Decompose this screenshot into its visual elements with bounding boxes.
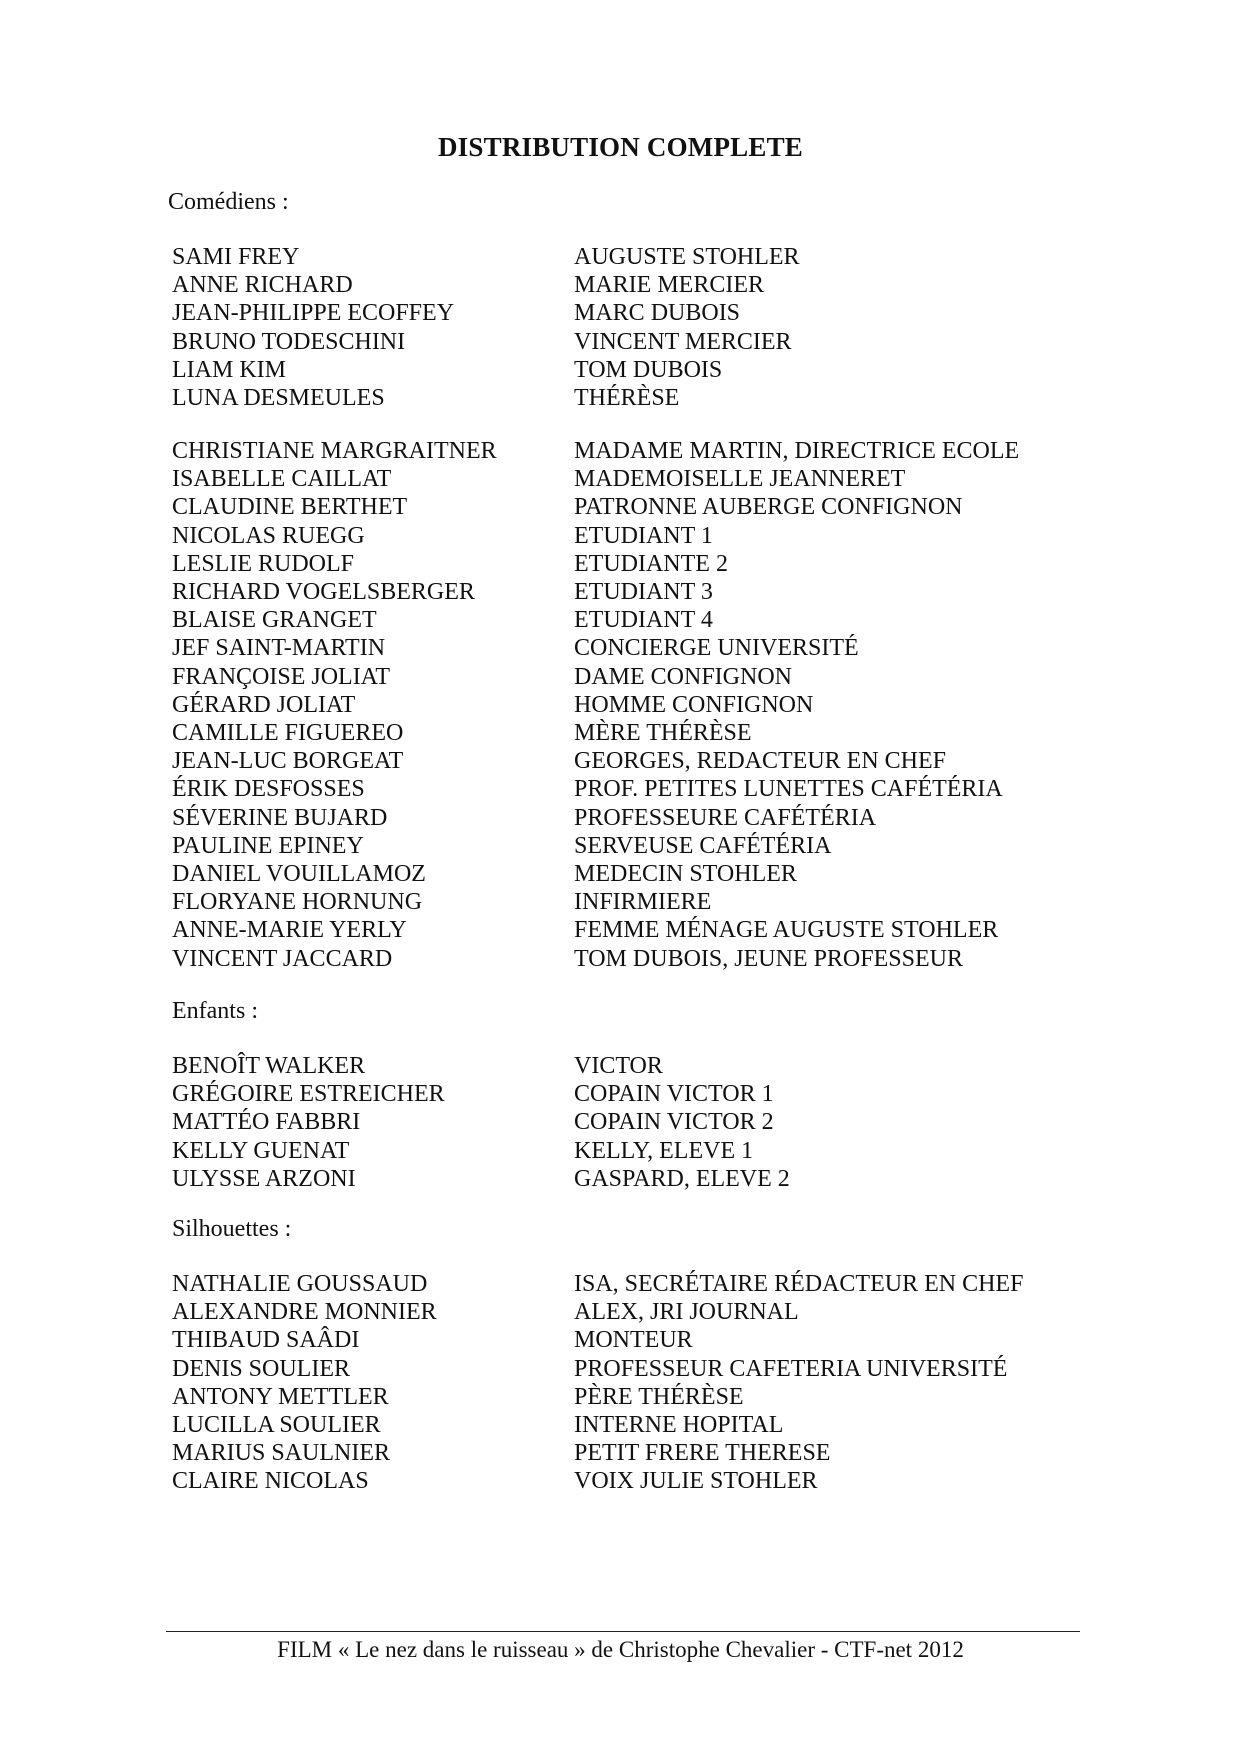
actor-name: JEAN-PHILIPPE ECOFFEY [172, 300, 455, 327]
role-name: MÈRE THÉRÈSE [574, 720, 752, 747]
role-name: DAME CONFIGNON [574, 663, 793, 690]
actor-name: SÉVERINE BUJARD [172, 804, 388, 831]
actor-name: GRÉGOIRE ESTREICHER [172, 1081, 445, 1108]
role-name: KELLY, ELEVE 1 [574, 1137, 754, 1164]
role-name: MADEMOISELLE JEANNERET [574, 466, 906, 493]
cast-row [172, 384, 1122, 412]
cast-list-children [172, 1052, 1122, 1193]
actor-name: RICHARD VOGELSBERGER [172, 579, 475, 606]
role-name: PETIT FRERE THERESE [574, 1440, 831, 1467]
cast-row [172, 606, 1122, 634]
role-name: TOM DUBOIS, JEUNE PROFESSEUR [574, 945, 963, 972]
actor-name: MARIUS SAULNIER [172, 1440, 391, 1467]
cast-row [172, 888, 1122, 916]
cast-row [172, 804, 1122, 832]
cast-row [172, 860, 1122, 888]
section-label-silhouettes: Silhouettes : [172, 1216, 292, 1242]
cast-row [172, 550, 1122, 578]
actor-name: BENOÎT WALKER [172, 1053, 366, 1079]
cast-row [172, 916, 1122, 944]
role-name: GEORGES, REDACTEUR EN CHEF [574, 748, 947, 775]
footer-text: FILM « Le nez dans le ruisseau » de Christophe Chevalier - CTF-net 2012 [277, 1637, 964, 1662]
actor-name: ALEXANDRE MONNIER [172, 1299, 437, 1326]
role-name: VICTOR [574, 1053, 663, 1079]
cast-list-supporting [172, 437, 1122, 973]
cast-row [172, 945, 1122, 973]
actor-name: LUNA DESMEULES [172, 385, 385, 412]
actor-name: ISABELLE CAILLAT [172, 466, 392, 493]
cast-row [172, 1108, 1122, 1136]
cast-row [172, 832, 1122, 860]
role-name: MARIE MERCIER [574, 272, 765, 299]
cast-row [172, 493, 1122, 521]
role-name: THÉRÈSE [574, 385, 680, 412]
role-name: MARC DUBOIS [574, 300, 741, 327]
cast-row [172, 1080, 1122, 1108]
actor-name: ANNE RICHARD [172, 272, 353, 299]
cast-row [172, 775, 1122, 803]
cast-row [172, 634, 1122, 662]
cast-row [172, 1439, 1122, 1467]
actor-name: FRANÇOISE JOLIAT [172, 663, 391, 690]
actor-name: THIBAUD SAÂDI [172, 1327, 360, 1354]
page-title: DISTRIBUTION COMPLETE [437, 132, 804, 162]
cast-row [172, 243, 1122, 271]
actor-name: NATHALIE GOUSSAUD [172, 1271, 428, 1297]
role-name: PROF. PETITES LUNETTES CAFÉTÉRIA [574, 776, 1003, 803]
role-name: ISA, SECRÉTAIRE RÉDACTEUR EN CHEF [574, 1271, 1024, 1297]
actor-name: BRUNO TODESCHINI [172, 328, 406, 355]
actor-name: FLORYANE HORNUNG [172, 889, 423, 916]
role-name: MONTEUR [574, 1327, 693, 1354]
cast-row [172, 437, 1122, 465]
actor-name: PAULINE EPINEY [172, 832, 364, 859]
actor-name: DANIEL VOUILLAMOZ [172, 861, 426, 888]
role-name: MADAME MARTIN, DIRECTRICE ECOLE [574, 438, 1020, 464]
cast-row [172, 1052, 1122, 1080]
cast-row [172, 1467, 1122, 1495]
cast-row [172, 578, 1122, 606]
actor-name: CAMILLE FIGUEREO [172, 720, 404, 747]
actor-name: VINCENT JACCARD [172, 945, 393, 972]
cast-row [172, 356, 1122, 384]
actor-name: JEAN-LUC BORGEAT [172, 748, 404, 775]
role-name: PROFESSEURE CAFÉTÉRIA [574, 804, 877, 831]
cast-row [172, 691, 1122, 719]
cast-row [172, 465, 1122, 493]
cast-row [172, 663, 1122, 691]
role-name: MEDECIN STOHLER [574, 861, 797, 888]
section-label-enfants: Enfants : [172, 998, 258, 1024]
actor-name: DENIS SOULIER [172, 1355, 350, 1382]
actor-name: ANTONY METTLER [172, 1383, 389, 1410]
role-name: FEMME MÉNAGE AUGUSTE STOHLER [574, 917, 999, 944]
role-name: VOIX JULIE STOHLER [574, 1468, 818, 1495]
role-name: CONCIERGE UNIVERSITÉ [574, 635, 859, 662]
actor-name: MATTÉO FABBRI [172, 1109, 361, 1136]
cast-row [172, 522, 1122, 550]
role-name: INFIRMIERE [574, 889, 712, 916]
actor-name: SAMI FREY [172, 244, 300, 270]
cast-row [172, 719, 1122, 747]
cast-row [172, 1270, 1122, 1298]
role-name: GASPARD, ELEVE 2 [574, 1165, 790, 1192]
role-name: ETUDIANT 4 [574, 607, 713, 634]
section-label-comediens: Comédiens : [168, 189, 289, 215]
cast-row [172, 1355, 1122, 1383]
role-name: VINCENT MERCIER [574, 328, 792, 355]
role-name: ALEX, JRI JOURNAL [574, 1299, 799, 1326]
actor-name: KELLY GUENAT [172, 1137, 350, 1164]
cast-row [172, 1137, 1122, 1165]
actor-name: GÉRARD JOLIAT [172, 691, 356, 718]
role-name: ETUDIANT 3 [574, 579, 713, 606]
cast-row [172, 299, 1122, 327]
role-name: COPAIN VICTOR 2 [574, 1109, 774, 1136]
cast-list-main [172, 243, 1122, 412]
actor-name: NICOLAS RUEGG [172, 522, 365, 549]
role-name: PATRONNE AUBERGE CONFIGNON [574, 494, 963, 521]
actor-name: JEF SAINT-MARTIN [172, 635, 386, 662]
role-name: AUGUSTE STOHLER [574, 244, 800, 270]
cast-row [172, 328, 1122, 356]
role-name: INTERNE HOPITAL [574, 1412, 784, 1439]
role-name: PÈRE THÉRÈSE [574, 1383, 744, 1410]
role-name: HOMME CONFIGNON [574, 691, 814, 718]
role-name: ETUDIANTE 2 [574, 550, 728, 577]
cast-row [172, 1326, 1122, 1354]
actor-name: CLAIRE NICOLAS [172, 1468, 369, 1495]
actor-name: CHRISTIANE MARGRAITNER [172, 438, 497, 464]
cast-row [172, 1383, 1122, 1411]
actor-name: ULYSSE ARZONI [172, 1165, 356, 1192]
actor-name: LESLIE RUDOLF [172, 550, 354, 577]
cast-row [172, 1165, 1122, 1193]
actor-name: LIAM KIM [172, 356, 286, 383]
cast-row [172, 1411, 1122, 1439]
role-name: SERVEUSE CAFÉTÉRIA [574, 832, 832, 859]
role-name: COPAIN VICTOR 1 [574, 1081, 774, 1108]
role-name: TOM DUBOIS [574, 356, 723, 383]
cast-row [172, 271, 1122, 299]
actor-name: LUCILLA SOULIER [172, 1412, 381, 1439]
actor-name: ÉRIK DESFOSSES [172, 776, 365, 803]
role-name: ETUDIANT 1 [574, 522, 713, 549]
cast-row [172, 1298, 1122, 1326]
cast-row [172, 747, 1122, 775]
actor-name: CLAUDINE BERTHET [172, 494, 408, 521]
role-name: PROFESSEUR CAFETERIA UNIVERSITÉ [574, 1355, 1008, 1382]
actor-name: ANNE-MARIE YERLY [172, 917, 407, 944]
footer-divider [166, 1631, 1080, 1632]
actor-name: BLAISE GRANGET [172, 607, 377, 634]
cast-list-silhouettes [172, 1270, 1122, 1496]
